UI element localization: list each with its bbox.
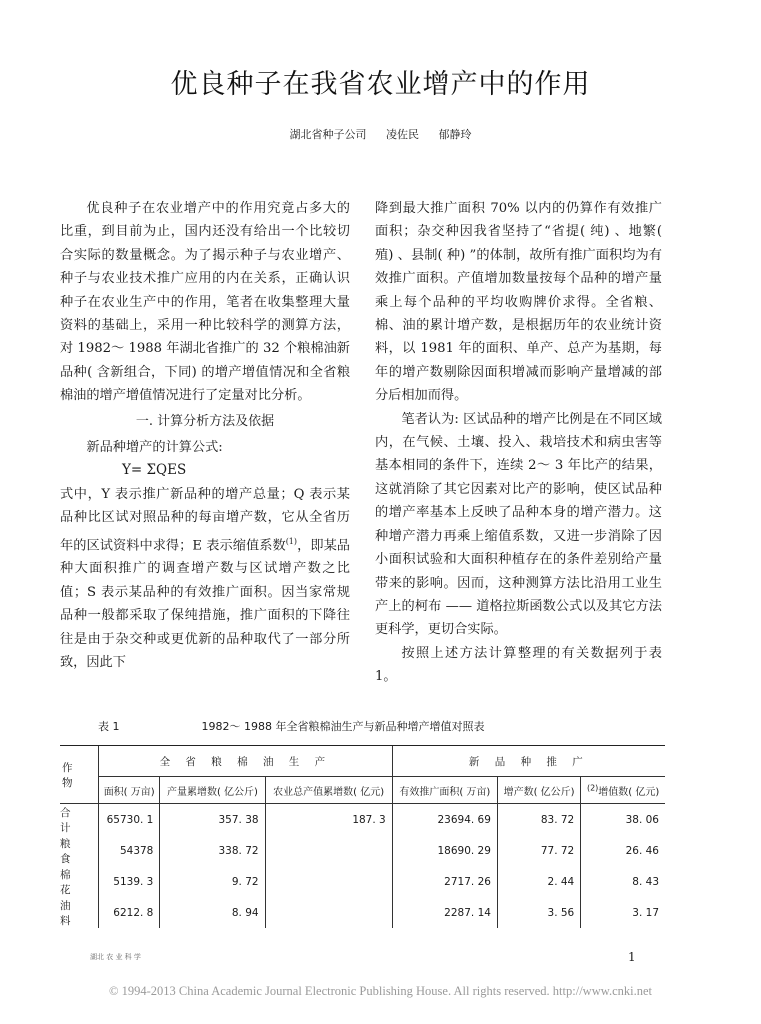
header-increase: 增产数( 亿公斤) <box>497 777 580 804</box>
increase-value: 2. 44 <box>497 866 580 897</box>
effective-area-value: 2717. 26 <box>392 866 497 897</box>
formula-intro: 新品种增产的计算公式: <box>86 440 223 456</box>
yield-value: 357. 38 <box>160 804 265 836</box>
value-increase-value: 8. 43 <box>581 866 665 897</box>
yield-value: 8. 94 <box>160 897 265 928</box>
author-1: 凌佐民 <box>386 128 419 141</box>
paragraph-author-view: 笔者认为: 区试品种的增产比例是在不同区域内，在气候、土壤、投入、栽培技术和病虫害等基本相同的条件下，连续 2～ 3 年比产的结果，这就消除了其它因素对比产的影响，使区试品种的增产率基本上反映了品种本身的增产潜力。这种增产潜力再乘上缩值系数，又进一步消除了因小面积试验和大面积种植存在的条件差别给产量带来的影响。因而，这种测算方法比沿用工业生产上的柯布 —— 道格拉斯函数公式以及其它方法更科学，更切合实际。 <box>375 411 662 638</box>
table-caption <box>98 718 698 734</box>
yield-value: 338. 72 <box>160 835 265 866</box>
page-number: 1 <box>628 950 636 964</box>
formula: Y= ΣQES <box>122 462 187 479</box>
table-row <box>60 835 665 866</box>
affiliation: 湖北省种子公司 <box>289 128 367 141</box>
table-row <box>60 866 665 897</box>
paragraph-table-intro: 按照上述方法计算整理的有关数据列于表 1。 <box>375 645 662 685</box>
data-table <box>60 745 665 928</box>
value-increase-value: 3. 17 <box>581 897 665 928</box>
crop-name: 棉花 <box>60 868 83 896</box>
section-1-heading: 一. 计算分析方法及依据 <box>135 413 275 429</box>
increase-value: 83. 72 <box>497 804 580 836</box>
header-province-production: 全 省 粮 棉 油 生 产 <box>99 746 393 777</box>
paragraph-continued: 降到最大推广面积 70% 以内的仍算作有效推广面积；杂交种因我省坚持了“省提( 纯) 、地繁( 殖) 、县制( 种) ”的体制，故所有推广面积均为有效推广面积。产值增加数量按每个品种的增产量乘上每个品种的平均收购牌价求得。全省粮、棉、油的累计增产数，是根据历年的农业统计资料，以 1981 年的面积、单产、总产为基期，每年的增产数剔除因面积增减而影响产量增减的部分后相加而得。 <box>375 201 662 404</box>
left-column <box>60 197 350 675</box>
explanation-part-a: 式中，Y 表示推广新品种的增产总量；Q 表示某品种比区试对照品种的每亩增产数，它从全省历年的区试资料中求得；E 表示缩值系数 <box>60 486 350 554</box>
crop-name: 合计 <box>60 806 83 834</box>
output-value <box>265 866 392 897</box>
journal-footer: 湖北 农 业 科 学 <box>90 953 141 961</box>
intro-paragraph: 优良种子在农业增产中的作用究竟占多大的比重，到目前为止，国内还没有给出一个比较切合实际的数量概念。为了揭示种子与农业增产、种子与农业技术推广应用的内在关系，正确认识种子在农业生产中的作用，笔者在收集整理大量资料的基础上，采用一种比较科学的测算方法，对 1982～ 1988 年湖北省推广的 32 个粮棉油新品种( 含新组合，下同) 的增产增值情况和全省粮棉油的增产增值情况进行了定量对比分析。 <box>60 201 350 404</box>
header-effective-area: 有效推广面积( 万亩) <box>392 777 497 804</box>
paper-title: 优良种子在我省农业增产中的作用 <box>170 69 591 100</box>
header-new-variety: 新 品 种 推 广 <box>392 746 665 777</box>
increase-value: 3. 56 <box>497 897 580 928</box>
author-line <box>0 126 761 142</box>
explanation-part-b: ，即某品种大面积推广的调查增产数与区试增产数之比值；S 表示某品种的有效推广面积。因当家常规品种一般都采取了保纯措施，推广面积的下降往往是由于杂交种或更优新的品种取代了一部分所致，因此下 <box>60 538 350 671</box>
output-value: 187. 3 <box>265 804 392 836</box>
header-yield-increase: 产量累增数( 亿公斤) <box>160 777 265 804</box>
table-row <box>60 804 665 836</box>
table-group-header-row <box>60 746 665 777</box>
value-increase-value: 38. 06 <box>581 804 665 836</box>
header-output-value: 农业总产值累增数( 亿元) <box>265 777 392 804</box>
header-area: 面积( 万亩) <box>99 777 160 804</box>
table-title: 1982～ 1988 年全省粮棉油生产与新品种增产增值对照表 <box>201 720 485 733</box>
effective-area-value: 2287. 14 <box>392 897 497 928</box>
effective-area-value: 18690. 29 <box>392 835 497 866</box>
yield-value: 9. 72 <box>160 866 265 897</box>
crop-name: 粮食 <box>60 837 83 865</box>
copyright-notice: © 1994-2013 China Academic Journal Electronic Publishing House. All rights reserved. http://www.cnki.net <box>109 984 652 998</box>
footnote-marker-2: (2) <box>586 783 599 793</box>
output-value <box>265 835 392 866</box>
effective-area-value: 23694. 69 <box>392 804 497 836</box>
value-increase-value: 26. 46 <box>581 835 665 866</box>
area-value: 65730. 1 <box>99 804 160 836</box>
table-column-header-row <box>60 777 665 804</box>
area-value: 5139. 3 <box>99 866 160 897</box>
area-value: 6212. 8 <box>99 897 160 928</box>
output-value <box>265 897 392 928</box>
right-column <box>375 197 662 689</box>
increase-value: 77. 72 <box>497 835 580 866</box>
formula-explanation <box>60 483 350 675</box>
header-value-increase <box>581 777 665 804</box>
header-value-increase-label: 增值数( 亿元) <box>598 786 660 798</box>
table-label: 表 1 <box>98 720 120 733</box>
area-value: 54378 <box>99 835 160 866</box>
table-row <box>60 897 665 928</box>
footnote-marker-1: (1) <box>285 536 298 546</box>
author-2: 郁静玲 <box>438 128 472 141</box>
crop-name: 油料 <box>60 899 83 927</box>
header-crop: 作 物 <box>60 746 99 804</box>
